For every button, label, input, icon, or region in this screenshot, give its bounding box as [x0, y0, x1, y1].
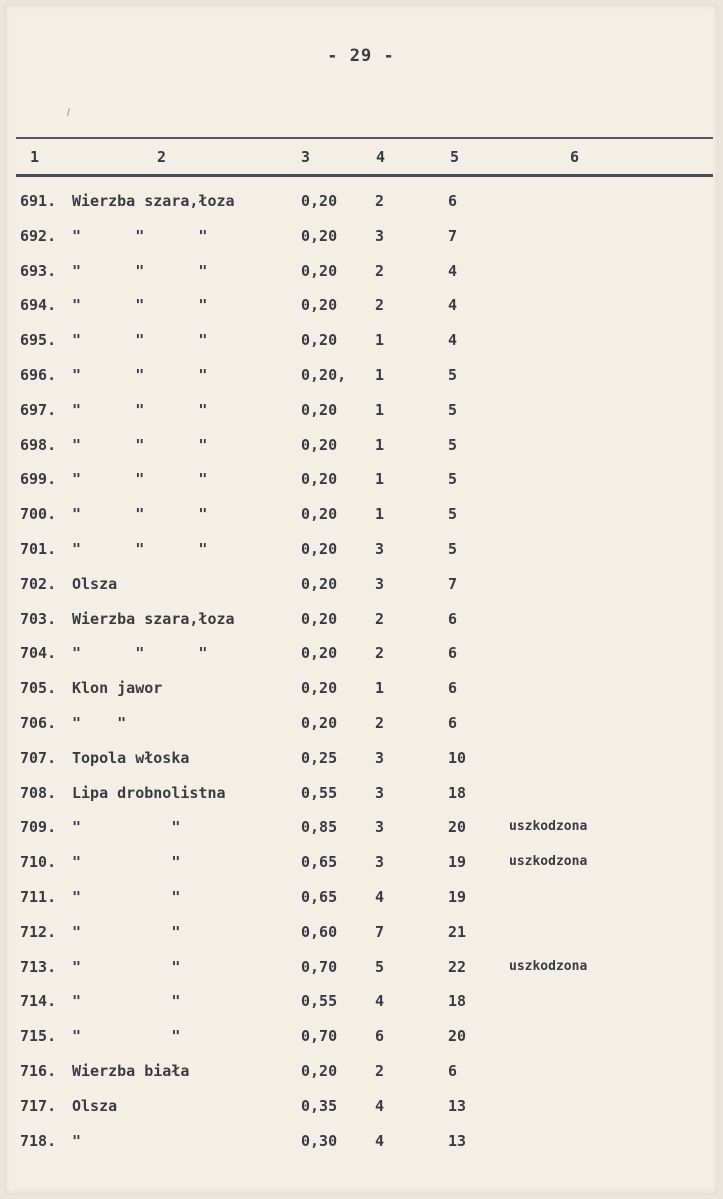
species-name: " " " [72, 331, 208, 350]
column-3-value: 0,20 [301, 400, 338, 419]
column-header-1: 1 [30, 148, 40, 166]
column-4-value: 1 [375, 400, 385, 419]
species-name: " " [72, 957, 181, 976]
table-row [4, 1060, 718, 1082]
column-4-value: 2 [375, 261, 385, 280]
column-5-value: 20 [448, 818, 467, 837]
table-row [4, 816, 718, 838]
column-3-value: 0,35 [301, 1096, 338, 1115]
column-4-value: 1 [375, 366, 385, 384]
row-number: 706. [20, 714, 57, 732]
column-header-2: 2 [157, 148, 167, 166]
table-row [4, 434, 718, 456]
table-row [4, 329, 718, 351]
table-header [4, 146, 718, 168]
species-name: Wierzba biała [72, 1062, 190, 1080]
table-row [4, 747, 718, 769]
species-name: " " " [72, 261, 208, 280]
column-3-value: 0,20 [301, 574, 338, 593]
column-3-value: 0,20 [301, 226, 338, 245]
column-3-value: 0,20 [301, 714, 338, 732]
column-5-value: 20 [448, 1027, 467, 1046]
column-5-value: 6 [448, 644, 458, 663]
column-5-value: 18 [448, 783, 467, 802]
column-5-value: 4 [448, 261, 458, 280]
row-number: 693. [20, 261, 57, 280]
column-3-value: 0,70 [301, 957, 338, 976]
column-5-value: 5 [448, 505, 458, 524]
column-3-value: 0,30 [301, 1131, 338, 1150]
column-5-value: 10 [448, 748, 467, 767]
species-name: Olsza [72, 1096, 118, 1115]
table-row [4, 503, 718, 525]
column-3-value: 0,55 [301, 783, 338, 802]
column-5-value: 7 [448, 574, 458, 593]
species-name: " " " [72, 435, 208, 454]
column-4-value: 2 [375, 644, 385, 663]
table-row [4, 851, 718, 873]
column-5-value: 5 [448, 400, 458, 419]
row-number: 699. [20, 470, 57, 489]
row-number: 702. [20, 574, 57, 593]
species-name: Lipa drobnolistna [72, 783, 226, 802]
column-3-value: 0,20 [301, 505, 338, 524]
document-page [4, 4, 718, 1194]
column-5-value: 21 [448, 922, 467, 941]
column-header-6: 6 [570, 148, 580, 166]
column-5-value: 13 [448, 1131, 467, 1150]
column-5-value: 5 [448, 366, 458, 384]
column-3-value: 0,20 [301, 1062, 338, 1080]
column-3-value: 0,20 [301, 296, 338, 315]
column-4-value: 3 [375, 783, 385, 802]
row-number: 704. [20, 644, 57, 663]
species-name: " " [72, 992, 181, 1011]
species-name: " " " [72, 644, 208, 663]
table-row [4, 364, 718, 386]
table-row [4, 712, 718, 734]
species-name: " " [72, 853, 181, 872]
species-name: " " " [72, 226, 208, 245]
column-3-value: 0,65 [301, 888, 338, 906]
table-row [4, 1095, 718, 1117]
row-number: 708. [20, 783, 57, 802]
column-5-value: 6 [448, 679, 458, 698]
column-header-4: 4 [376, 148, 386, 166]
column-5-value: 5 [448, 470, 458, 489]
table-row [4, 921, 718, 943]
table-row [4, 294, 718, 316]
column-4-value: 4 [375, 1131, 385, 1150]
column-5-value: 6 [448, 192, 458, 210]
column-header-5: 5 [450, 148, 460, 166]
species-name: " " [72, 922, 181, 941]
column-3-value: 0,20 [301, 470, 338, 489]
column-3-value: 0,20 [301, 435, 338, 454]
species-name: " " [72, 818, 181, 837]
column-4-value: 1 [375, 435, 385, 454]
species-name: " " [72, 1027, 181, 1046]
table-row [4, 956, 718, 978]
column-5-value: 6 [448, 609, 458, 628]
column-5-value: 5 [448, 540, 458, 558]
column-4-value: 5 [375, 957, 385, 976]
species-name: Wierzba szara,łoza [72, 609, 235, 628]
column-6-note: uszkodzona [509, 854, 588, 870]
column-5-value: 7 [448, 226, 458, 245]
row-number: 712. [20, 922, 57, 941]
species-name: " " " [72, 540, 208, 558]
species-name: Wierzba szara,łoza [72, 192, 235, 210]
column-5-value: 13 [448, 1096, 467, 1115]
row-number: 710. [20, 853, 57, 872]
column-4-value: 4 [375, 888, 385, 906]
row-number: 718. [20, 1131, 57, 1150]
row-number: 700. [20, 505, 57, 524]
margin-mark [67, 108, 70, 116]
table-top-rule [16, 137, 713, 139]
column-6-note: uszkodzona [509, 958, 588, 974]
column-3-value: 0,20 [301, 540, 338, 558]
species-name: " [72, 1131, 82, 1150]
column-4-value: 3 [375, 853, 385, 872]
column-5-value: 19 [448, 853, 467, 872]
table-row [4, 399, 718, 421]
row-number: 709. [20, 818, 57, 837]
table-row [4, 1025, 718, 1047]
species-name: " " " [72, 366, 208, 384]
table-row [4, 990, 718, 1012]
table-row [4, 538, 718, 560]
column-header-3: 3 [301, 148, 311, 166]
column-4-value: 3 [375, 818, 385, 837]
column-6-note: uszkodzona [509, 819, 588, 835]
column-5-value: 18 [448, 992, 467, 1011]
row-number: 713. [20, 957, 57, 976]
species-name: " " " [72, 470, 208, 489]
row-number: 716. [20, 1062, 57, 1080]
column-3-value: 0,70 [301, 1027, 338, 1046]
species-name: " " [72, 888, 181, 906]
row-number: 698. [20, 435, 57, 454]
table-row [4, 225, 718, 247]
page-number: - 29 - [327, 46, 395, 66]
column-3-value: 0,60 [301, 922, 338, 941]
row-number: 696. [20, 366, 57, 384]
column-3-value: 0,20 [301, 331, 338, 350]
column-4-value: 3 [375, 748, 385, 767]
column-3-value: 0,20, [301, 366, 347, 384]
table-row [4, 642, 718, 664]
column-5-value: 22 [448, 957, 467, 976]
column-3-value: 0,25 [301, 748, 338, 767]
column-4-value: 3 [375, 540, 385, 558]
row-number: 707. [20, 748, 57, 767]
species-name: " " " [72, 296, 208, 315]
column-4-value: 3 [375, 226, 385, 245]
row-number: 694. [20, 296, 57, 315]
row-number: 705. [20, 679, 57, 698]
column-4-value: 2 [375, 192, 385, 210]
column-4-value: 1 [375, 331, 385, 350]
column-5-value: 5 [448, 435, 458, 454]
species-name: Olsza [72, 574, 118, 593]
column-3-value: 0,20 [301, 644, 338, 663]
row-number: 714. [20, 992, 57, 1011]
column-3-value: 0,65 [301, 853, 338, 872]
table-row [4, 573, 718, 595]
column-3-value: 0,20 [301, 609, 338, 628]
table-row [4, 782, 718, 804]
table-row [4, 608, 718, 630]
column-4-value: 1 [375, 679, 385, 698]
column-4-value: 4 [375, 1096, 385, 1115]
row-number: 717. [20, 1096, 57, 1115]
row-number: 715. [20, 1027, 57, 1046]
column-4-value: 1 [375, 505, 385, 524]
table-header-rule [16, 174, 713, 177]
column-5-value: 4 [448, 331, 458, 350]
table-row [4, 190, 718, 212]
column-5-value: 6 [448, 714, 458, 732]
column-4-value: 2 [375, 1062, 385, 1080]
column-5-value: 4 [448, 296, 458, 315]
column-4-value: 7 [375, 922, 385, 941]
species-name: " " " [72, 505, 208, 524]
column-3-value: 0,20 [301, 261, 338, 280]
column-4-value: 6 [375, 1027, 385, 1046]
row-number: 692. [20, 226, 57, 245]
species-name: Topola włoska [72, 748, 190, 767]
column-4-value: 1 [375, 470, 385, 489]
column-5-value: 19 [448, 888, 467, 906]
table-row [4, 886, 718, 908]
row-number: 695. [20, 331, 57, 350]
species-name: Klon jawor [72, 679, 163, 698]
row-number: 691. [20, 192, 57, 210]
row-number: 711. [20, 888, 57, 906]
column-4-value: 4 [375, 992, 385, 1011]
row-number: 697. [20, 400, 57, 419]
column-4-value: 2 [375, 609, 385, 628]
species-name: " " " [72, 400, 208, 419]
table-row [4, 468, 718, 490]
column-3-value: 0,20 [301, 192, 338, 210]
column-4-value: 2 [375, 714, 385, 732]
species-name: " " [72, 714, 127, 732]
table-row [4, 677, 718, 699]
table-row [4, 260, 718, 282]
column-3-value: 0,55 [301, 992, 338, 1011]
column-3-value: 0,20 [301, 679, 338, 698]
column-3-value: 0,85 [301, 818, 338, 837]
row-number: 703. [20, 609, 57, 628]
row-number: 701. [20, 540, 57, 558]
column-4-value: 3 [375, 574, 385, 593]
column-5-value: 6 [448, 1062, 458, 1080]
column-4-value: 2 [375, 296, 385, 315]
table-row [4, 1130, 718, 1152]
